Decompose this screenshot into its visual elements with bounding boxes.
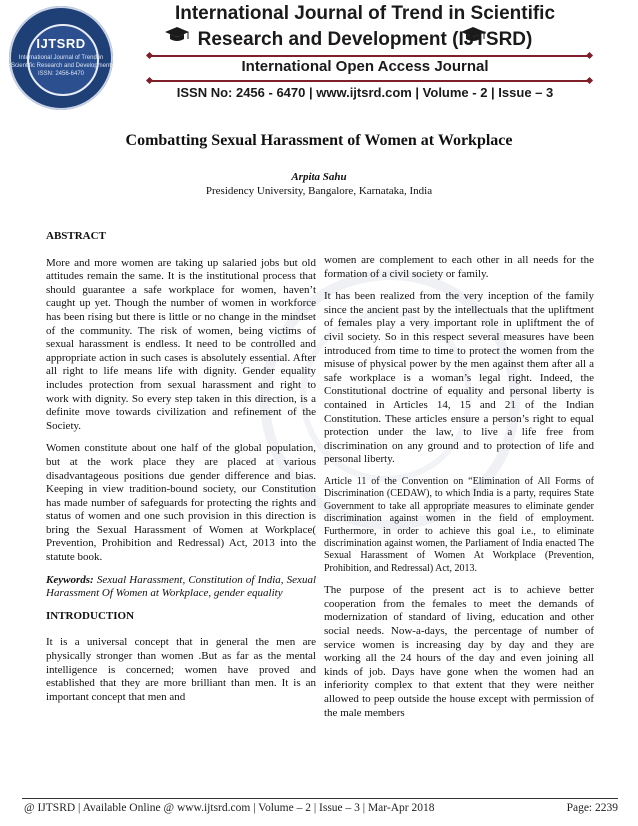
abstract-heading: ABSTRACT (46, 230, 106, 242)
header-divider (150, 80, 590, 82)
divider-diamond (586, 77, 593, 84)
page-number: Page: 2239 (566, 802, 618, 814)
left-column (46, 230, 316, 713)
keywords-text: Sexual Harassment, Constitution of India, Sexual Harassment Of Women at Workplace, gender equality (46, 573, 316, 600)
paper-title: Combatting Sexual Harassment of Women at Workplace (125, 132, 513, 149)
author-name: Arpita Sahu (291, 171, 347, 183)
journal-logo (9, 6, 113, 110)
body-paragraph: The purpose of the present act is to achieve better cooperation from the females to meet the demands of modernization of standard of living, education and other social needs. Now-a-days, the percentage of number of service women is increasing day by day and they are working all the 24 hours of the day and even joining all kinds of job. Days have gone when the women had an inferiority complex to that extent that they were neither allowed to peep outside the house except with permission of the male members (324, 584, 594, 719)
journal-header (0, 0, 638, 118)
body-paragraph: It is a universal concept that in general the men are physically stronger than women .But as far as the mental intelligence is concerned; women have proved and established that they are more brilliant than men. It is an important concept that men and (46, 636, 316, 703)
abstract-paragraph: Women constitute about one half of the global population, but at the work place they are placed at various disadvantageous positions due gender difference and bias. Keeping in view tradition-bound society, our Constitution has made number of safeguards for protecting the rights and status of women and one such provision in this direction is bring the Sexual Harassment of Women at Workplace( Prevention, Prohibition and Redressal) Act, 2013 into the statute book. (46, 442, 316, 564)
journal-subtitle: International Open Access Journal (241, 58, 489, 75)
logo-text: IJTSRD (36, 36, 86, 51)
body-paragraph: It has been realized from the very inception of the family since the ancient past by the intellectuals that the upliftment of females play a very important role in upliftment the of civil society. So in this respect several measures have been introduced from time to time to protect the women from the misuse of physical power by the men against them after all a safe workplace is a woman’s legal right. Indeed, the Constitutional doctrine of equality and personal liberty is contained in Articles 14, 15 and 21 of the Indian Constitution. These articles ensure a person’s right to equal protection under the law, to live a life free from discrimination on any ground and to protection of life and personal liberty. (324, 290, 594, 466)
logo-subtext: International Journal of Trend in Scientific Research and Development ISSN: 2456-6470 (10, 55, 112, 77)
issn-line: ISSN No: 2456 - 6470 | www.ijtsrd.com | Volume - 2 | Issue – 3 (176, 85, 554, 100)
divider-diamond (146, 77, 153, 84)
keywords-label: Keywords: (46, 573, 94, 586)
introduction-heading: INTRODUCTION (46, 609, 135, 622)
body-paragraph: women are complement to each other in all needs for the formation of a civil society or family. (324, 254, 594, 280)
journal-title-line1: International Journal of Trend in Scientific (174, 3, 556, 24)
abstract-paragraph: More and more women are taking up salaried jobs but old attitudes remain the same. It is the institutional process that should guarantee a safe workplace for women, haven’t caught up yet. Though the number of women in workforce has been rising but there is little or no change in the mindset of the community. The risk of women, being victims of sexual harassment is endless. It need to be controlled and appropriate action in such cases is absolutely essential. After all right to life means life with dignity. Gender equality includes protection from sexual harassment and right to work with dignity. So every step taken in this direction, is a definite move towards civilization and refinement of the Society. (46, 256, 316, 432)
journal-title-line2: Research and Development (IJTSRD) (197, 29, 533, 50)
right-column (324, 254, 594, 729)
body-paragraph: Article 11 of the Convention on “Elimination of All Forms of Discrimination (CEDAW), to which India is a party, requires State Government to take all appropriate measures to eliminate gender discrimination against women in the field of employment. Furthermore, in order to achieve this goal i.e., to eliminate discrimination against women, the Parliament of India enacted The Sexual Harassment of Women At Workplace (Prevention, Prohibition, and Redressal) Act, 2013. (324, 475, 594, 574)
keywords (46, 574, 316, 601)
author-affiliation: Presidency University, Bangalore, Karnataka, India (205, 185, 433, 197)
footer-citation: @ IJTSRD | Available Online @ www.ijtsrd.com | Volume – 2 | Issue – 3 | Mar-Apr 2018 (24, 802, 435, 814)
footer-divider (22, 798, 618, 799)
